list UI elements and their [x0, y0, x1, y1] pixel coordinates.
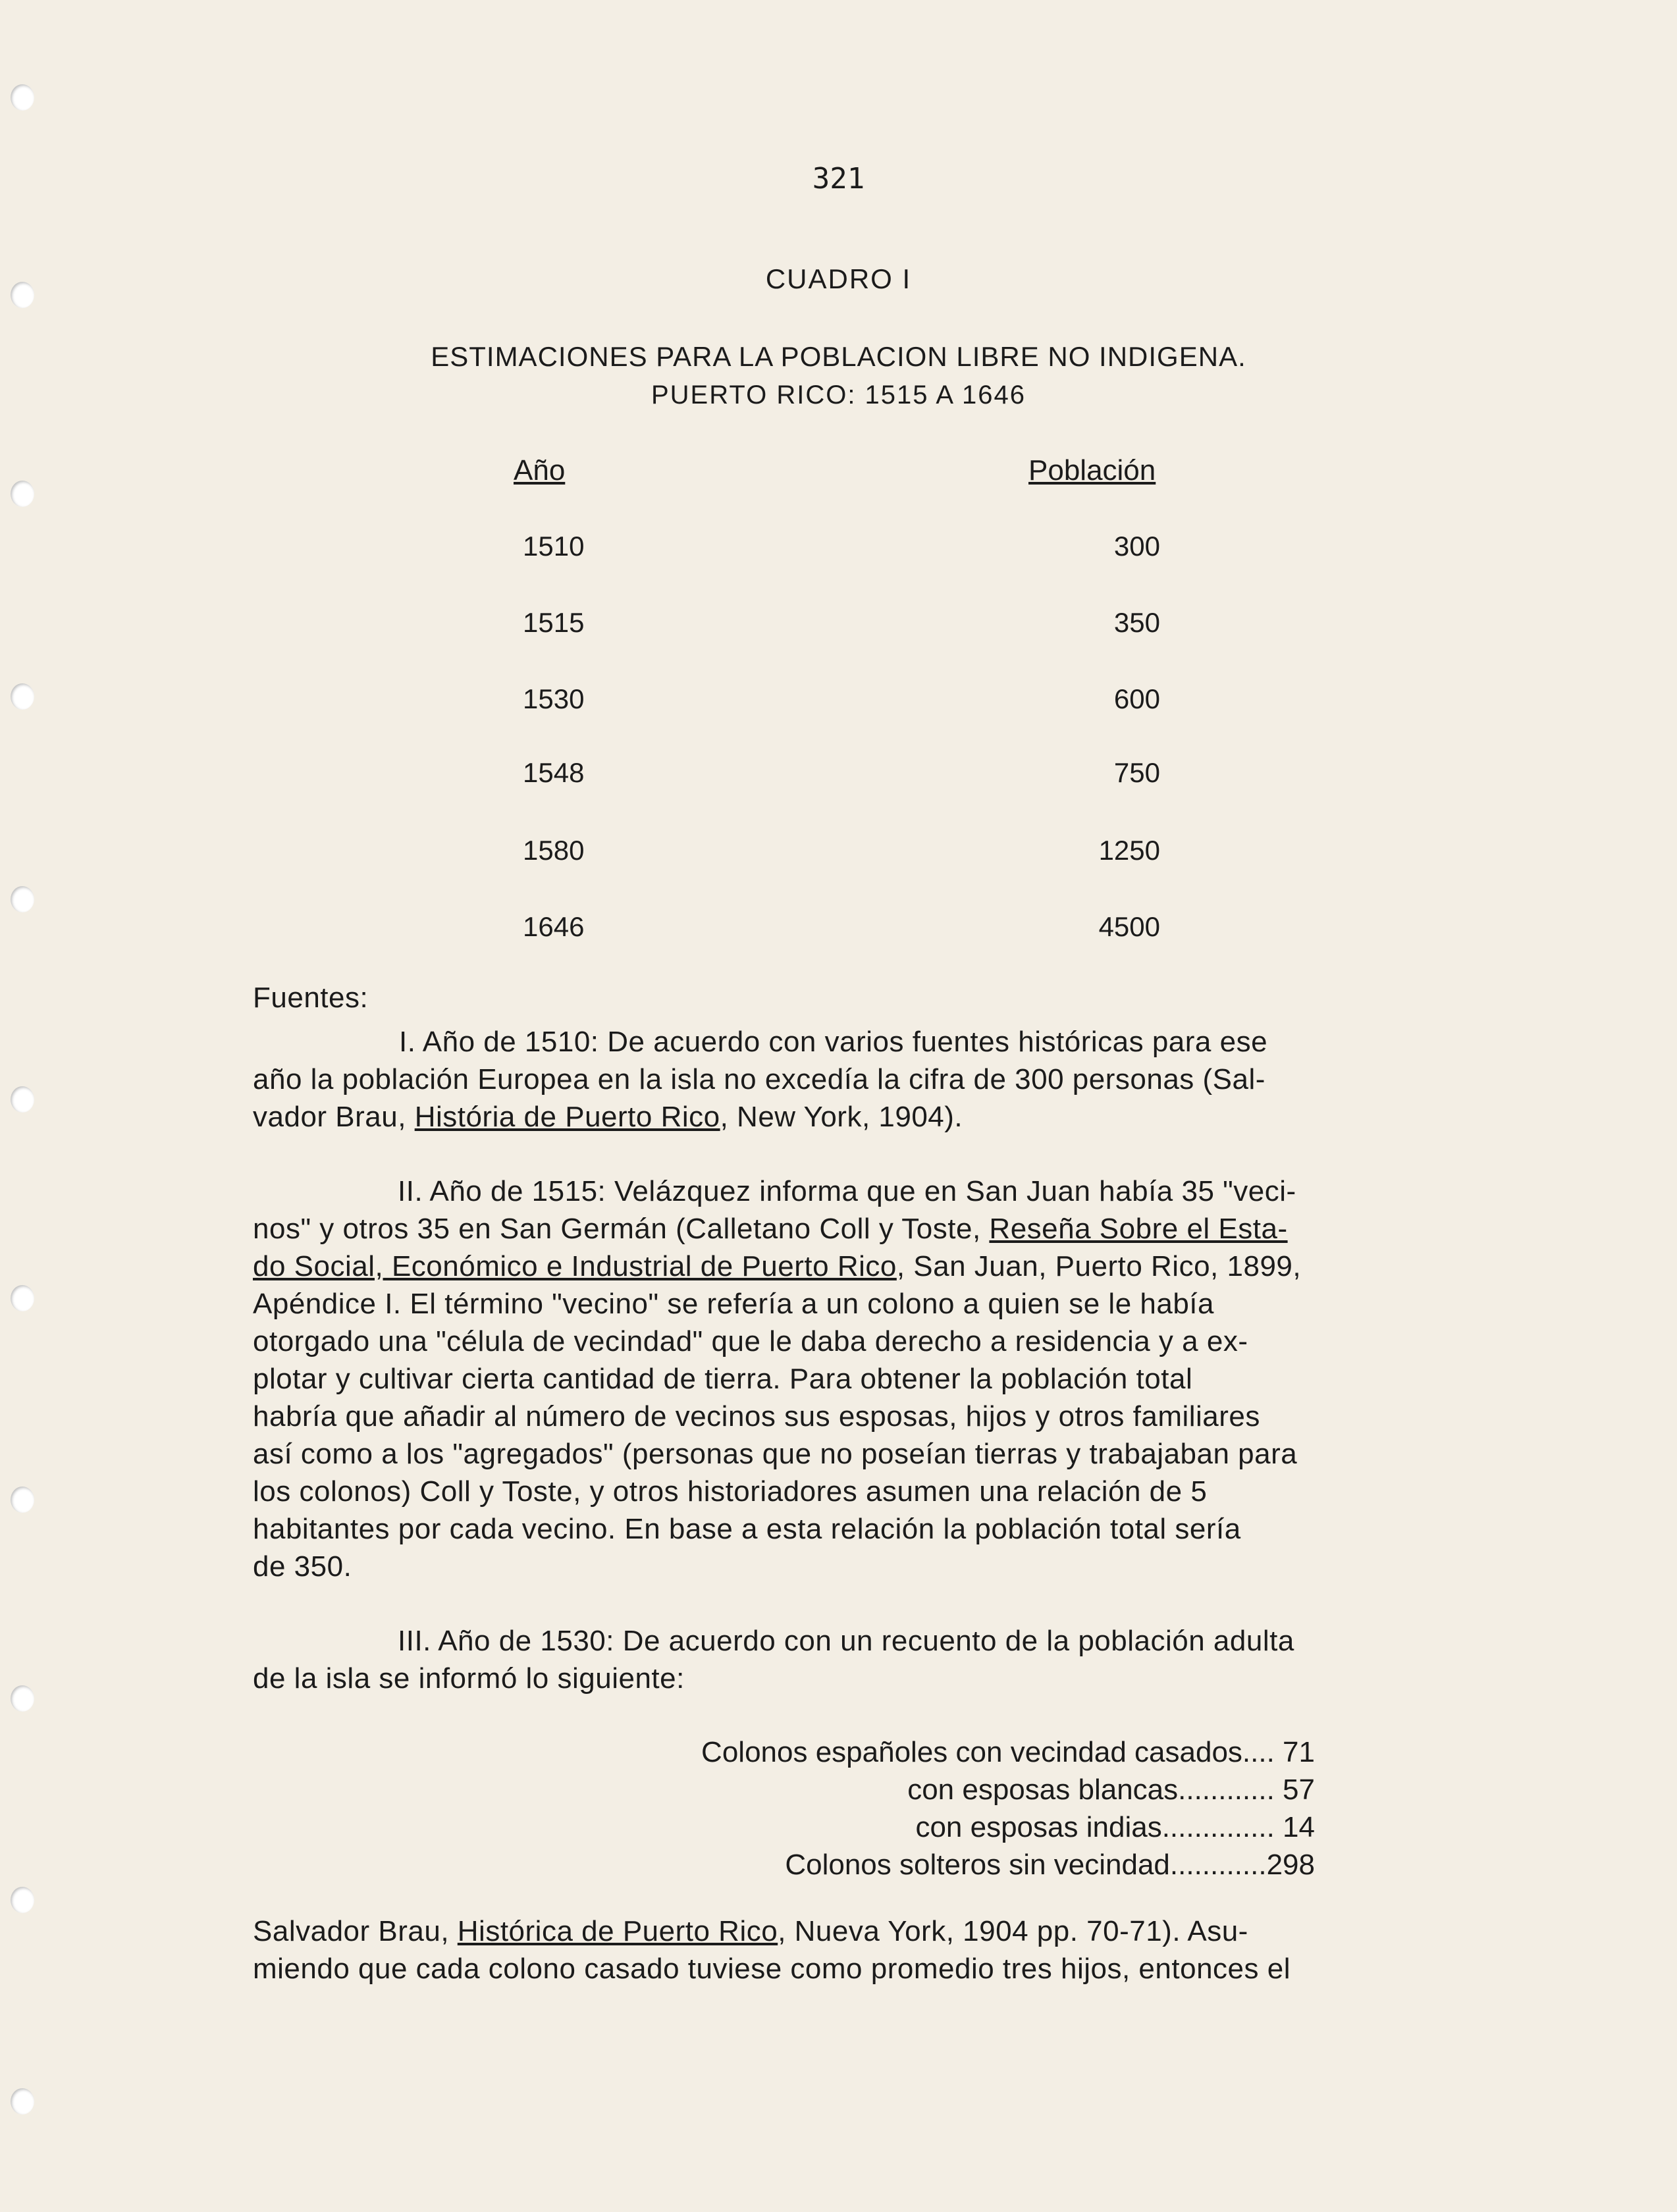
binder-hole: [11, 683, 34, 710]
note-2-line: así como a los "agregados" (personas que no poseían tierras y trabajaban para: [253, 1438, 1298, 1470]
list-item: Colonos solteros sin vecindad............298: [785, 1849, 1315, 1881]
column-header-population: Población: [1028, 454, 1156, 487]
table-cell-year: 1548: [523, 757, 585, 788]
note-2-line: los colonos) Coll y Toste, y otros historiadores asumen una relación de 5: [253, 1475, 1208, 1508]
list-item: con esposas blancas............ 57: [907, 1774, 1315, 1806]
table-cell-population: 300: [1113, 531, 1160, 562]
note-3-line: Salvador Brau, Histórica de Puerto Rico, Nueva York, 1904 pp. 70-71). Asu-: [253, 1915, 1248, 1947]
list-item: Colonos españoles con vecindad casados.... 71: [701, 1736, 1315, 1768]
table-cell-population: 4500: [1098, 911, 1160, 942]
table-cell-year: 1515: [523, 607, 585, 638]
column-header-year: Año: [514, 454, 566, 487]
book-title: Histórica de Puerto Rico: [457, 1915, 778, 1947]
note-2-line: habría que añadir al número de vecinos sus esposas, hijos y otros familiares: [253, 1400, 1260, 1433]
table-cell-year: 1646: [523, 911, 585, 942]
binder-hole: [11, 481, 34, 507]
table-cell-population: 350: [1113, 607, 1160, 638]
binder-hole: [11, 2088, 34, 2115]
table-cell-population: 600: [1113, 683, 1160, 714]
note-2-line: de 350.: [253, 1550, 352, 1583]
binder-hole: [11, 84, 34, 111]
note-2-line: II. Año de 1515: Velázquez informa que en San Juan había 35 "veci-: [398, 1175, 1296, 1207]
table-cell-year: 1530: [523, 683, 585, 714]
note-1-line: vador Brau, História de Puerto Rico, New York, 1904).: [253, 1101, 963, 1133]
table-cell-population: 1250: [1098, 835, 1160, 866]
sources-label: Fuentes:: [253, 982, 369, 1014]
book-title: Reseña Sobre el Esta-: [989, 1213, 1288, 1245]
note-2-line: Apéndice I. El término "vecino" se refería a un colono a quien se le había: [253, 1288, 1214, 1320]
note-2-line: do Social, Económico e Industrial de Puerto Rico, San Juan, Puerto Rico, 1899,: [253, 1250, 1302, 1282]
binder-hole: [11, 1487, 34, 1513]
table-label: CUADRO I: [765, 263, 912, 294]
binder-hole: [11, 1285, 34, 1311]
page-number: 321: [812, 162, 865, 196]
table-title: ESTIMACIONES PARA LA POBLACION LIBRE NO INDIGENA.: [431, 341, 1246, 372]
note-3-line: III. Año de 1530: De acuerdo con un recuento de la población adulta: [398, 1625, 1294, 1657]
binder-hole: [11, 1086, 34, 1113]
note-3-line: de la isla se informó lo siguiente:: [253, 1662, 685, 1695]
note-2-line: habitantes por cada vecino. En base a esta relación la población total sería: [253, 1513, 1241, 1545]
table-cell-population: 750: [1113, 757, 1160, 788]
binder-hole: [11, 886, 34, 912]
note-1-line: año la población Europea en la isla no excedía la cifra de 300 personas (Sal-: [253, 1063, 1265, 1095]
table-cell-year: 1580: [523, 835, 585, 866]
binder-hole: [11, 1685, 34, 1712]
note-3-line: miendo que cada colono casado tuviese como promedio tres hijos, entonces el: [253, 1953, 1291, 1985]
table-cell-year: 1510: [523, 531, 585, 562]
list-item: con esposas indias.............. 14: [915, 1811, 1315, 1843]
note-2-line: nos" y otros 35 en San Germán (Calletano Coll y Toste, Reseña Sobre el Esta-: [253, 1213, 1288, 1245]
note-1-line: I. Año de 1510: De acuerdo con varios fuentes históricas para ese: [399, 1026, 1268, 1058]
table-subtitle: PUERTO RICO: 1515 A 1646: [651, 381, 1026, 409]
book-title: do Social, Económico e Industrial de Puerto Rico: [253, 1250, 897, 1282]
note-2-line: plotar y cultivar cierta cantidad de tierra. Para obtener la población total: [253, 1363, 1193, 1395]
binder-hole: [11, 1887, 34, 1913]
note-2-line: otorgado una "célula de vecindad" que le daba derecho a residencia y a ex-: [253, 1325, 1248, 1357]
book-title: História de Puerto Rico: [414, 1101, 720, 1133]
